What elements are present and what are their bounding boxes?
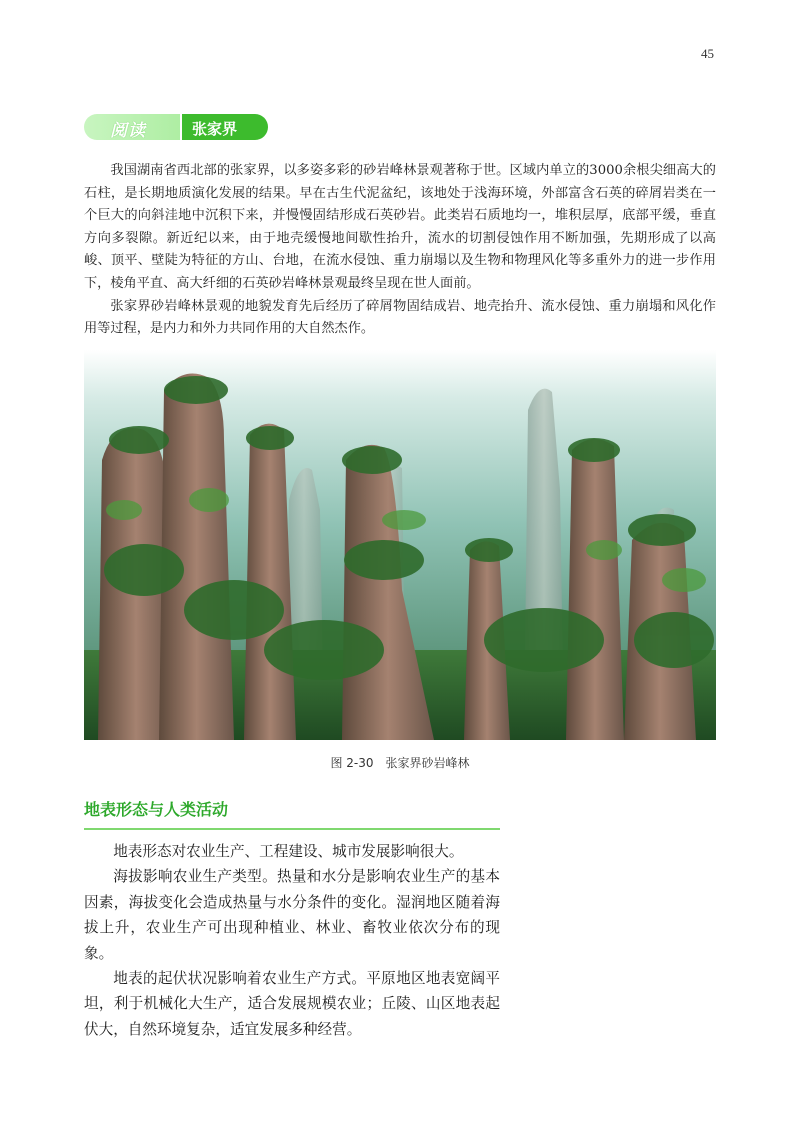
reading-title-label: 张家界 [192, 120, 238, 138]
figure-caption [0, 754, 800, 771]
zhangjiajie-photo [84, 350, 716, 740]
reading-title [180, 114, 268, 140]
figure-title: 张家界砂岩峰林 [385, 756, 470, 770]
reading-paragraph: 张家界砂岩峰林景观的地貌发育先后经历了碎屑物固结成岩、地壳抬升、流水侵蚀、重力崩塌和风化作用等过程，是内力和外力共同作用的大自然杰作。 [84, 298, 716, 337]
figure-number: 图 2-30 [330, 756, 374, 770]
reading-banner [84, 114, 266, 140]
reading-tag-label: 阅读 [110, 121, 146, 141]
section-paragraph: 海拔影响农业生产类型。热量和水分是影响农业生产的基本因素，海拔变化会造成热量与水分条件的变化。湿润地区随着海拔上升，农业生产可出现种植业、林业、畜牧业依次分布的现象。 [84, 868, 500, 962]
section-paragraph: 地表形态对农业生产、工程建设、城市发展影响很大。 [113, 843, 464, 860]
reading-paragraph: 我国湖南省西北部的张家界，以多姿多彩的砂岩峰林景观著称于世。区域内单立的3000余根尖细高大的石柱，是长期地质演化发展的结果。早在古生代泥盆纪，该地处于浅海环境，外部富含石英的碎屑岩类在一个巨大的向斜洼地中沉积下来，并慢慢固结形成石英砂岩。此类岩石质地均一，堆积层厚，底部平缓，垂直方向多裂隙。新近纪以来，由于地壳缓慢地间歇性抬升，流水的切割侵蚀作用不断加强，先期形成了以高峻、顶平、壁陡为特征的方山、台地，在流水侵蚀、重力崩塌以及生物和物理风化等多重外力的进一步作用下，棱角平直、高大纤细的石英砂岩峰林景观最终呈现在世人面前。 [84, 163, 716, 291]
page-number: 45 [701, 46, 714, 61]
sandstone-peaks-illustration [84, 350, 716, 740]
section-body [84, 839, 500, 1042]
section-heading: 地表形态与人类活动 [84, 797, 500, 830]
section-paragraph: 地表的起伏状况影响着农业生产方式。平原地区地表宽阔平坦，利于机械化大生产，适合发展规模农业；丘陵、山区地表起伏大，自然环境复杂，适宜发展多种经营。 [84, 970, 500, 1038]
reading-body [84, 160, 716, 341]
